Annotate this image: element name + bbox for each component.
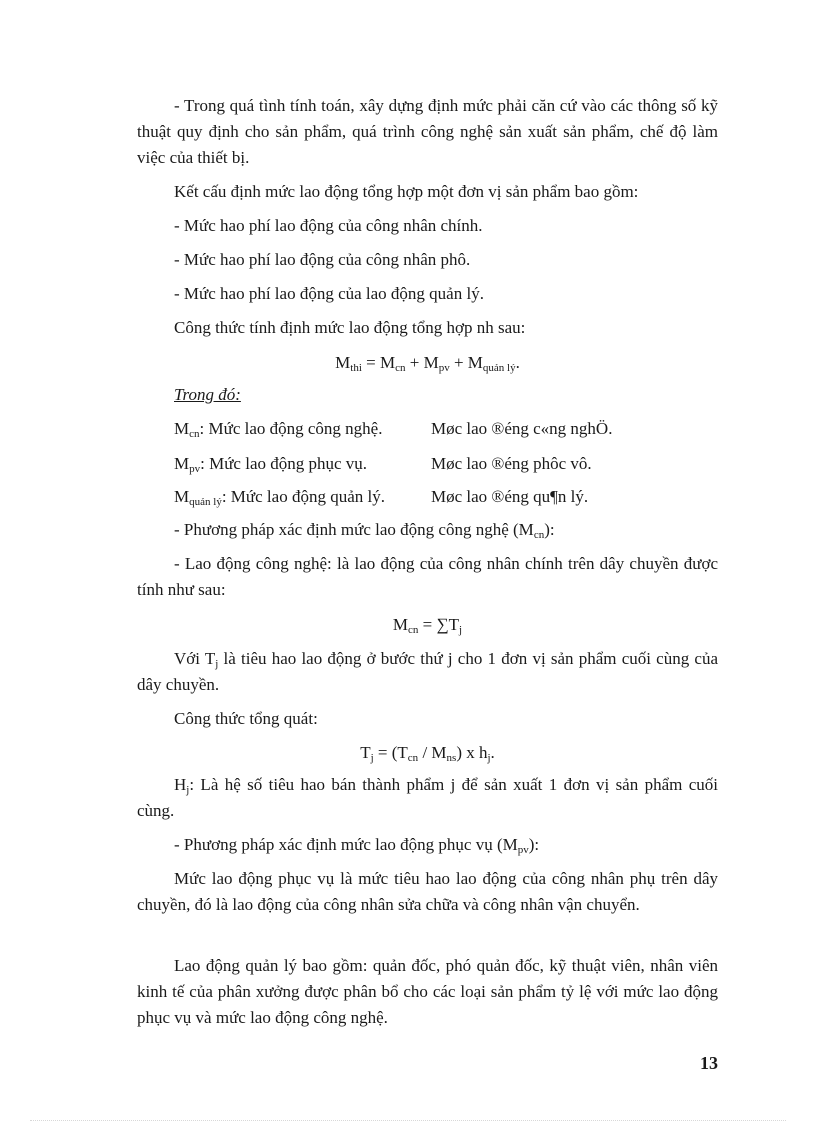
- formula-mcn: $M_{cn} = \sum T_j$: [392, 615, 463, 636]
- where-label: Trong đó:: [174, 385, 241, 404]
- paragraph-service-labor: Mức lao động phục vụ là mức tiêu hao lao động của công nhân phụ trên dây chuyền, đó là lao động của công nhân sửa chữa và công nhân vận chuyển.: [137, 869, 718, 914]
- paragraph-management-labor: Lao động quản lý bao gồm: quản đốc, phó quản đốc, kỹ thuật viên, nhân viên kinh tế của phân xưởng được phân bổ cho các loại sản phẩm tỷ lệ với mức lao động phục vụ và mức lao động công nghệ.: [137, 956, 718, 1027]
- definition-mpv: $M_{pv}$: Mức lao động phục vụ. Møc lao ®éng phôc vô.: [174, 454, 592, 475]
- formula-total-labor: $M_{thi} = M_{cn} + M_{pv} + M_{quản lý}$.: [335, 353, 520, 374]
- footer-divider: [30, 1120, 786, 1121]
- paragraph-structure-intro: Kết cấu định mức lao động tổng hợp một đơn vị sản phẩm bao gồm:: [174, 182, 639, 201]
- paragraph-formula-intro: Công thức tính định mức lao động tổng hợp nh sau:: [174, 318, 526, 337]
- definition-mql: $M_{quản lý}$: Mức lao động quản lý. Møc lao ®éng qu¶n lý.: [174, 487, 589, 508]
- formula-tj: $T_j = (T_{cn} / M_{ns})$ x $h_j$.: [360, 743, 495, 764]
- paragraph-tj-definition: Với $T_j$ là tiêu hao lao động ở bước thứ j cho 1 đơn vị sản phẩm cuối cùng của dây chuyền.: [137, 649, 718, 694]
- paragraph-method-tech: - Phương pháp xác định mức lao động công nghệ $(M_{cn})$:: [174, 520, 555, 541]
- paragraph-hj-definition: $H_j$: Là hệ số tiêu hao bán thành phẩm j để sản xuất 1 đơn vị sản phẩm cuối cùng.: [137, 775, 718, 820]
- paragraph-method-service: - Phương pháp xác định mức lao động phục vụ $(M_{pv})$:: [174, 835, 540, 856]
- definition-mcn: $M_{cn}$: Mức lao động công nghệ. Møc lao ®éng c«ng nghÖ.: [174, 419, 613, 440]
- paragraph-general-formula: Công thức tổng quát:: [174, 709, 318, 728]
- page-number: 13: [700, 1053, 718, 1073]
- list-item-management: - Mức hao phí lao động của lao động quản lý.: [174, 284, 484, 303]
- list-item-main-worker: - Mức hao phí lao động của công nhân chính.: [174, 216, 483, 235]
- paragraph-calculation-basis: - Trong quá tình tính toán, xây dựng định mức phải căn cứ vào các thông số kỹ thuật quy định cho sản phẩm, quá trình công nghệ sản xuất sản phẩm, chế độ làm việc của thiết bị.: [137, 96, 718, 167]
- list-item-support-worker: - Mức hao phí lao động của công nhân phô.: [174, 250, 471, 269]
- paragraph-tech-labor: - Lao động công nghệ: là lao động của công nhân chính trên dây chuyền được tính như sau:: [137, 554, 718, 599]
